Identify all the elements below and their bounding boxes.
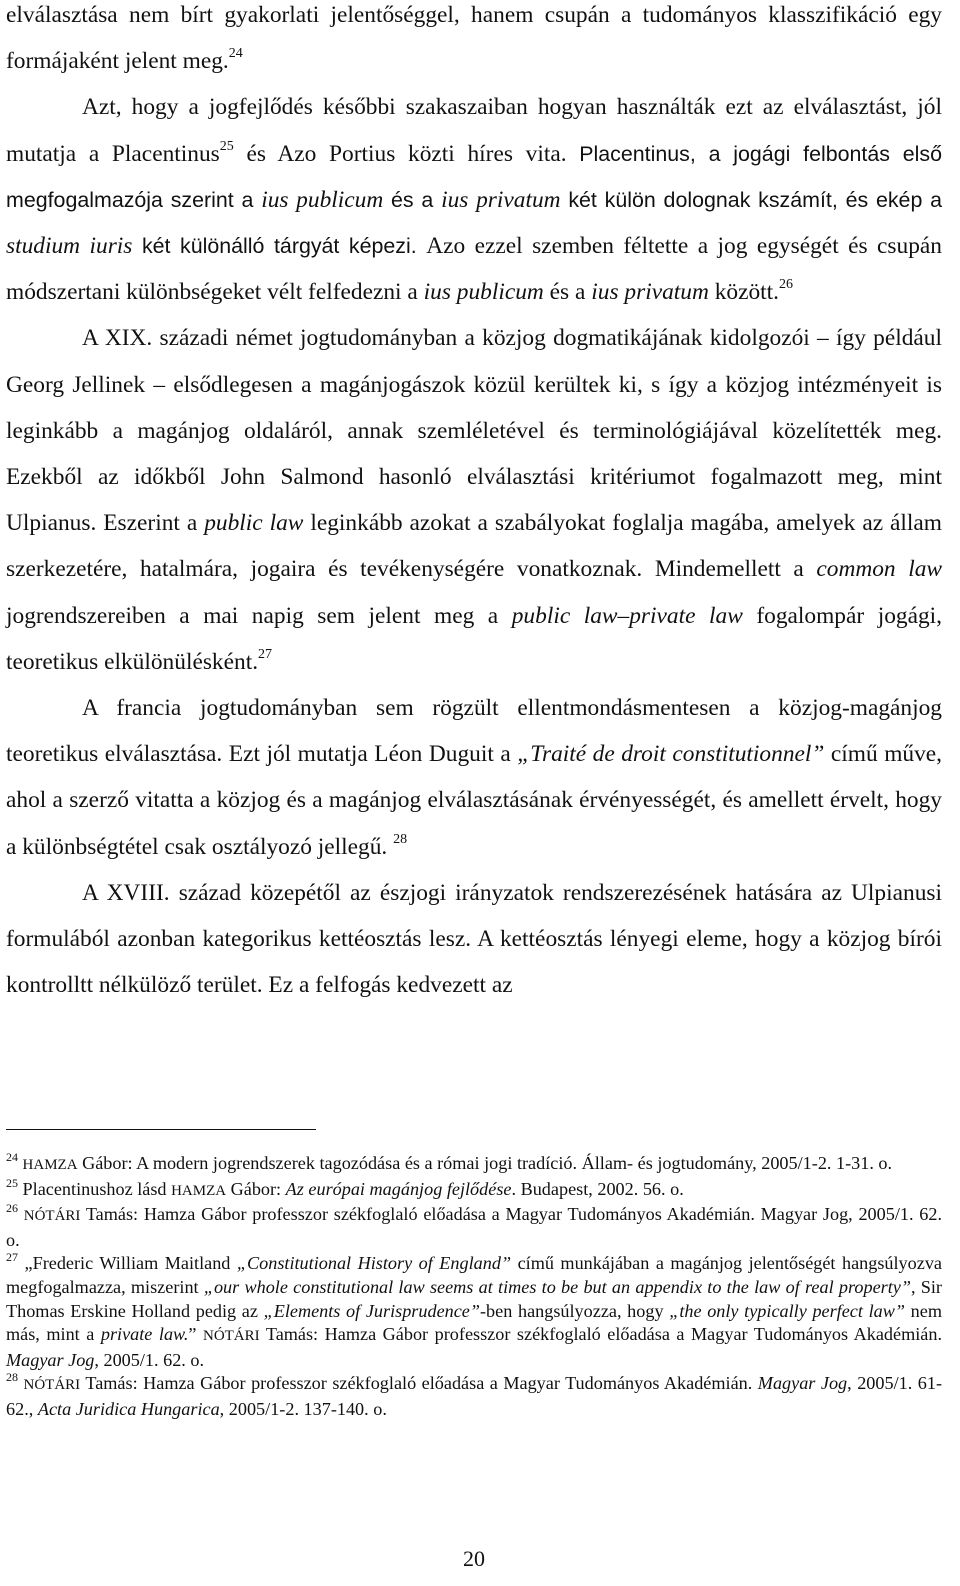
text-run: ”: [188, 1324, 203, 1345]
text-run: . Budapest, 2002. 56. o.: [511, 1178, 684, 1199]
text-run: Tamás: Hamza Gábor professzor székfoglaló előadása a Magyar Tudományos Akadémián. Magyar Jog, 2005/1. 62. o.: [6, 1204, 943, 1250]
document-page: [6, 0, 942, 1586]
text-run: Gábor:: [226, 1178, 286, 1199]
italic-text: ius privatum: [591, 279, 709, 306]
text-run: elválasztása nem bírt gyakorlati jelentőséggel, hanem csupán a tudományos klasszifikáció egy formájaként jelent meg.: [6, 2, 942, 75]
page-number: 20: [463, 1546, 485, 1571]
italic-text: Az európai magánjog fejlődése: [285, 1178, 512, 1199]
paragraph: [6, 0, 942, 84]
italic-text: „the only typically perfect law”: [669, 1300, 905, 1321]
text-run: között.: [708, 279, 780, 306]
text-run: leginkább azokat a szabályokat foglalja magába, amelyek az állam szerkezetére, hatalmára, jogaira és tevékenységére vonatkoznak. Mindemellett a: [6, 510, 942, 583]
text-run: nem más, mint a: [6, 1300, 942, 1345]
text-run: Placentinus, a jogági felbontás első megfogalmazója szerint a: [6, 141, 942, 212]
author-name: NÓTÁRI: [23, 1377, 81, 1394]
footnote: [6, 1372, 942, 1421]
italic-text: Magyar Jog: [6, 1349, 95, 1370]
footnote-ref: 26: [6, 1201, 18, 1216]
footnote-ref: 25: [6, 1175, 18, 1190]
author-name: HAMZA: [171, 1182, 227, 1199]
author-name: HAMZA: [22, 1157, 78, 1173]
paragraph: [6, 315, 942, 685]
footnote: [6, 1203, 942, 1252]
text-run: -ben hangsúlyozza, hogy: [480, 1300, 670, 1321]
body-text: [6, 0, 942, 1008]
text-run: Azt, hogy a jogfejlődés későbbi szakaszaiban hogyan használták ezt az elválasztást, jól mutatja a Placentinus: [6, 94, 942, 167]
text-run: , 2005/1. 62. o.: [94, 1349, 205, 1370]
italic-text: common law: [816, 556, 942, 583]
text-run: Tamás: Hamza Gábor professzor székfoglaló előadása a Magyar Tudományos Akadémián.: [80, 1373, 758, 1394]
text-run: és a: [383, 187, 442, 212]
footnote: [6, 1149, 942, 1178]
italic-text: Magyar Jog: [757, 1373, 848, 1394]
text-run: és Azo Portius közti híres vita.: [233, 140, 580, 167]
text-run: Placentinushoz lásd: [18, 1178, 172, 1199]
footnote-ref: 25: [219, 138, 234, 154]
italic-text: „Constitutional History of England”: [236, 1253, 512, 1274]
author-name: NÓTÁRI: [23, 1208, 81, 1225]
text-run: , 2005/1-2. 137-140. o.: [219, 1398, 387, 1419]
paragraph: [6, 870, 942, 1009]
footnote-ref: 27: [258, 647, 273, 663]
italic-text: private law.: [100, 1324, 189, 1345]
text-run: „Frederic William Maitland: [18, 1253, 237, 1274]
text-run: , 2005/1. 61-62.,: [6, 1373, 943, 1419]
italic-text: public law–private law: [511, 602, 743, 629]
footnote-ref: 28: [6, 1370, 18, 1385]
italic-text: „Traité de droit constitutionnel”: [517, 741, 825, 768]
italic-text: Acta Juridica Hungarica: [37, 1398, 220, 1419]
footnote-separator: [6, 1129, 316, 1130]
text-run: jogrendszereiben a mai napig sem jelent meg a: [6, 602, 512, 629]
italic-text: ius publicum: [423, 279, 544, 306]
italic-text: „Elements of Jurisprudence”: [263, 1300, 480, 1321]
text-run: Gábor: A modern jogrendszerek tagozódása és a római jogi tradíció. Állam- és jogtudomány, 2005/1-2. 1-31. o.: [77, 1153, 893, 1173]
italic-text: „our whole constitutional law seems at times to be but an appendix to the law of real property”: [203, 1276, 911, 1297]
paragraph: [6, 84, 942, 315]
paragraph: [6, 685, 942, 870]
text-run: című munkájában a magánjog jelentőségét hangsúlyozva megfogalmazza, miszerint: [6, 1253, 942, 1297]
footnote-ref: 24: [228, 46, 243, 62]
footnote-ref: 28: [393, 831, 408, 847]
italic-text: ius publicum: [261, 186, 384, 213]
text-run: A XVIII. század közepétől az észjogi irányzatok rendszerezésének hatására az Ulpianusi formulából azonban kategorikus kettéosztás lesz. A kettéosztás lényegi eleme, hogy a közjog bírói kontrolltt nélkülöző terület. Ez a felfogás kedvezett az: [6, 879, 942, 999]
text-run: Tamás: Hamza Gábor professzor székfoglaló előadása a Magyar Tudományos Akadémián.: [259, 1324, 943, 1345]
text-run: két különálló tárgyát képezi.: [132, 234, 427, 259]
text-run: A XIX. századi német jogtudományban a közjog dogmatikájának kidolgozói – így például Georg Jellinek – elsődlegesen a magánjogászok közül kerültek ki, s így a közjog intézményeit is leginkább a magánjog oldaláról, annak szemléletével és terminológiájával közelítették meg. Ezekből az időkből John Salmond hasonló elválasztási kritériumot fogalmazott meg, mint Ulpianus. Eszerint a: [6, 325, 942, 537]
italic-text: studium iuris: [6, 233, 133, 260]
footnote-ref: 27: [6, 1250, 18, 1265]
text-run: két külön dolognak kszámít, és ekép a: [560, 187, 943, 212]
text-run: Azo ezzel szemben féltette a jog egységét és csupán módszertani különbségeket vélt felfedezni a: [6, 233, 942, 306]
footnote: [6, 1252, 942, 1372]
footnote-ref: 26: [779, 277, 794, 293]
footnote-ref: 24: [6, 1149, 18, 1164]
author-name: NÓTÁRI: [202, 1328, 260, 1345]
footnote: [6, 1175, 942, 1204]
text-run: című műve, ahol a szerző vitatta a közjog és a magánjog elválasztásának érvényességét, és amellett érvelt, hogy a különbségtétel csak osztályozó jellegű.: [6, 741, 943, 860]
text-run: , Sir Thomas Erskine Holland pedig az: [6, 1276, 942, 1321]
text-run: A francia jogtudományban sem rögzült ellentmondásmentesen a közjog-magánjog teoretikus elválasztása. Ezt jól mutatja Léon Duguit a: [6, 695, 942, 768]
text-run: fogalompár jogági, teoretikus elkülönülésként.: [6, 602, 943, 675]
italic-text: ius privatum: [441, 186, 561, 213]
text-run: és a: [543, 279, 592, 306]
italic-text: public law: [204, 510, 304, 537]
footnotes: [6, 1149, 943, 1422]
